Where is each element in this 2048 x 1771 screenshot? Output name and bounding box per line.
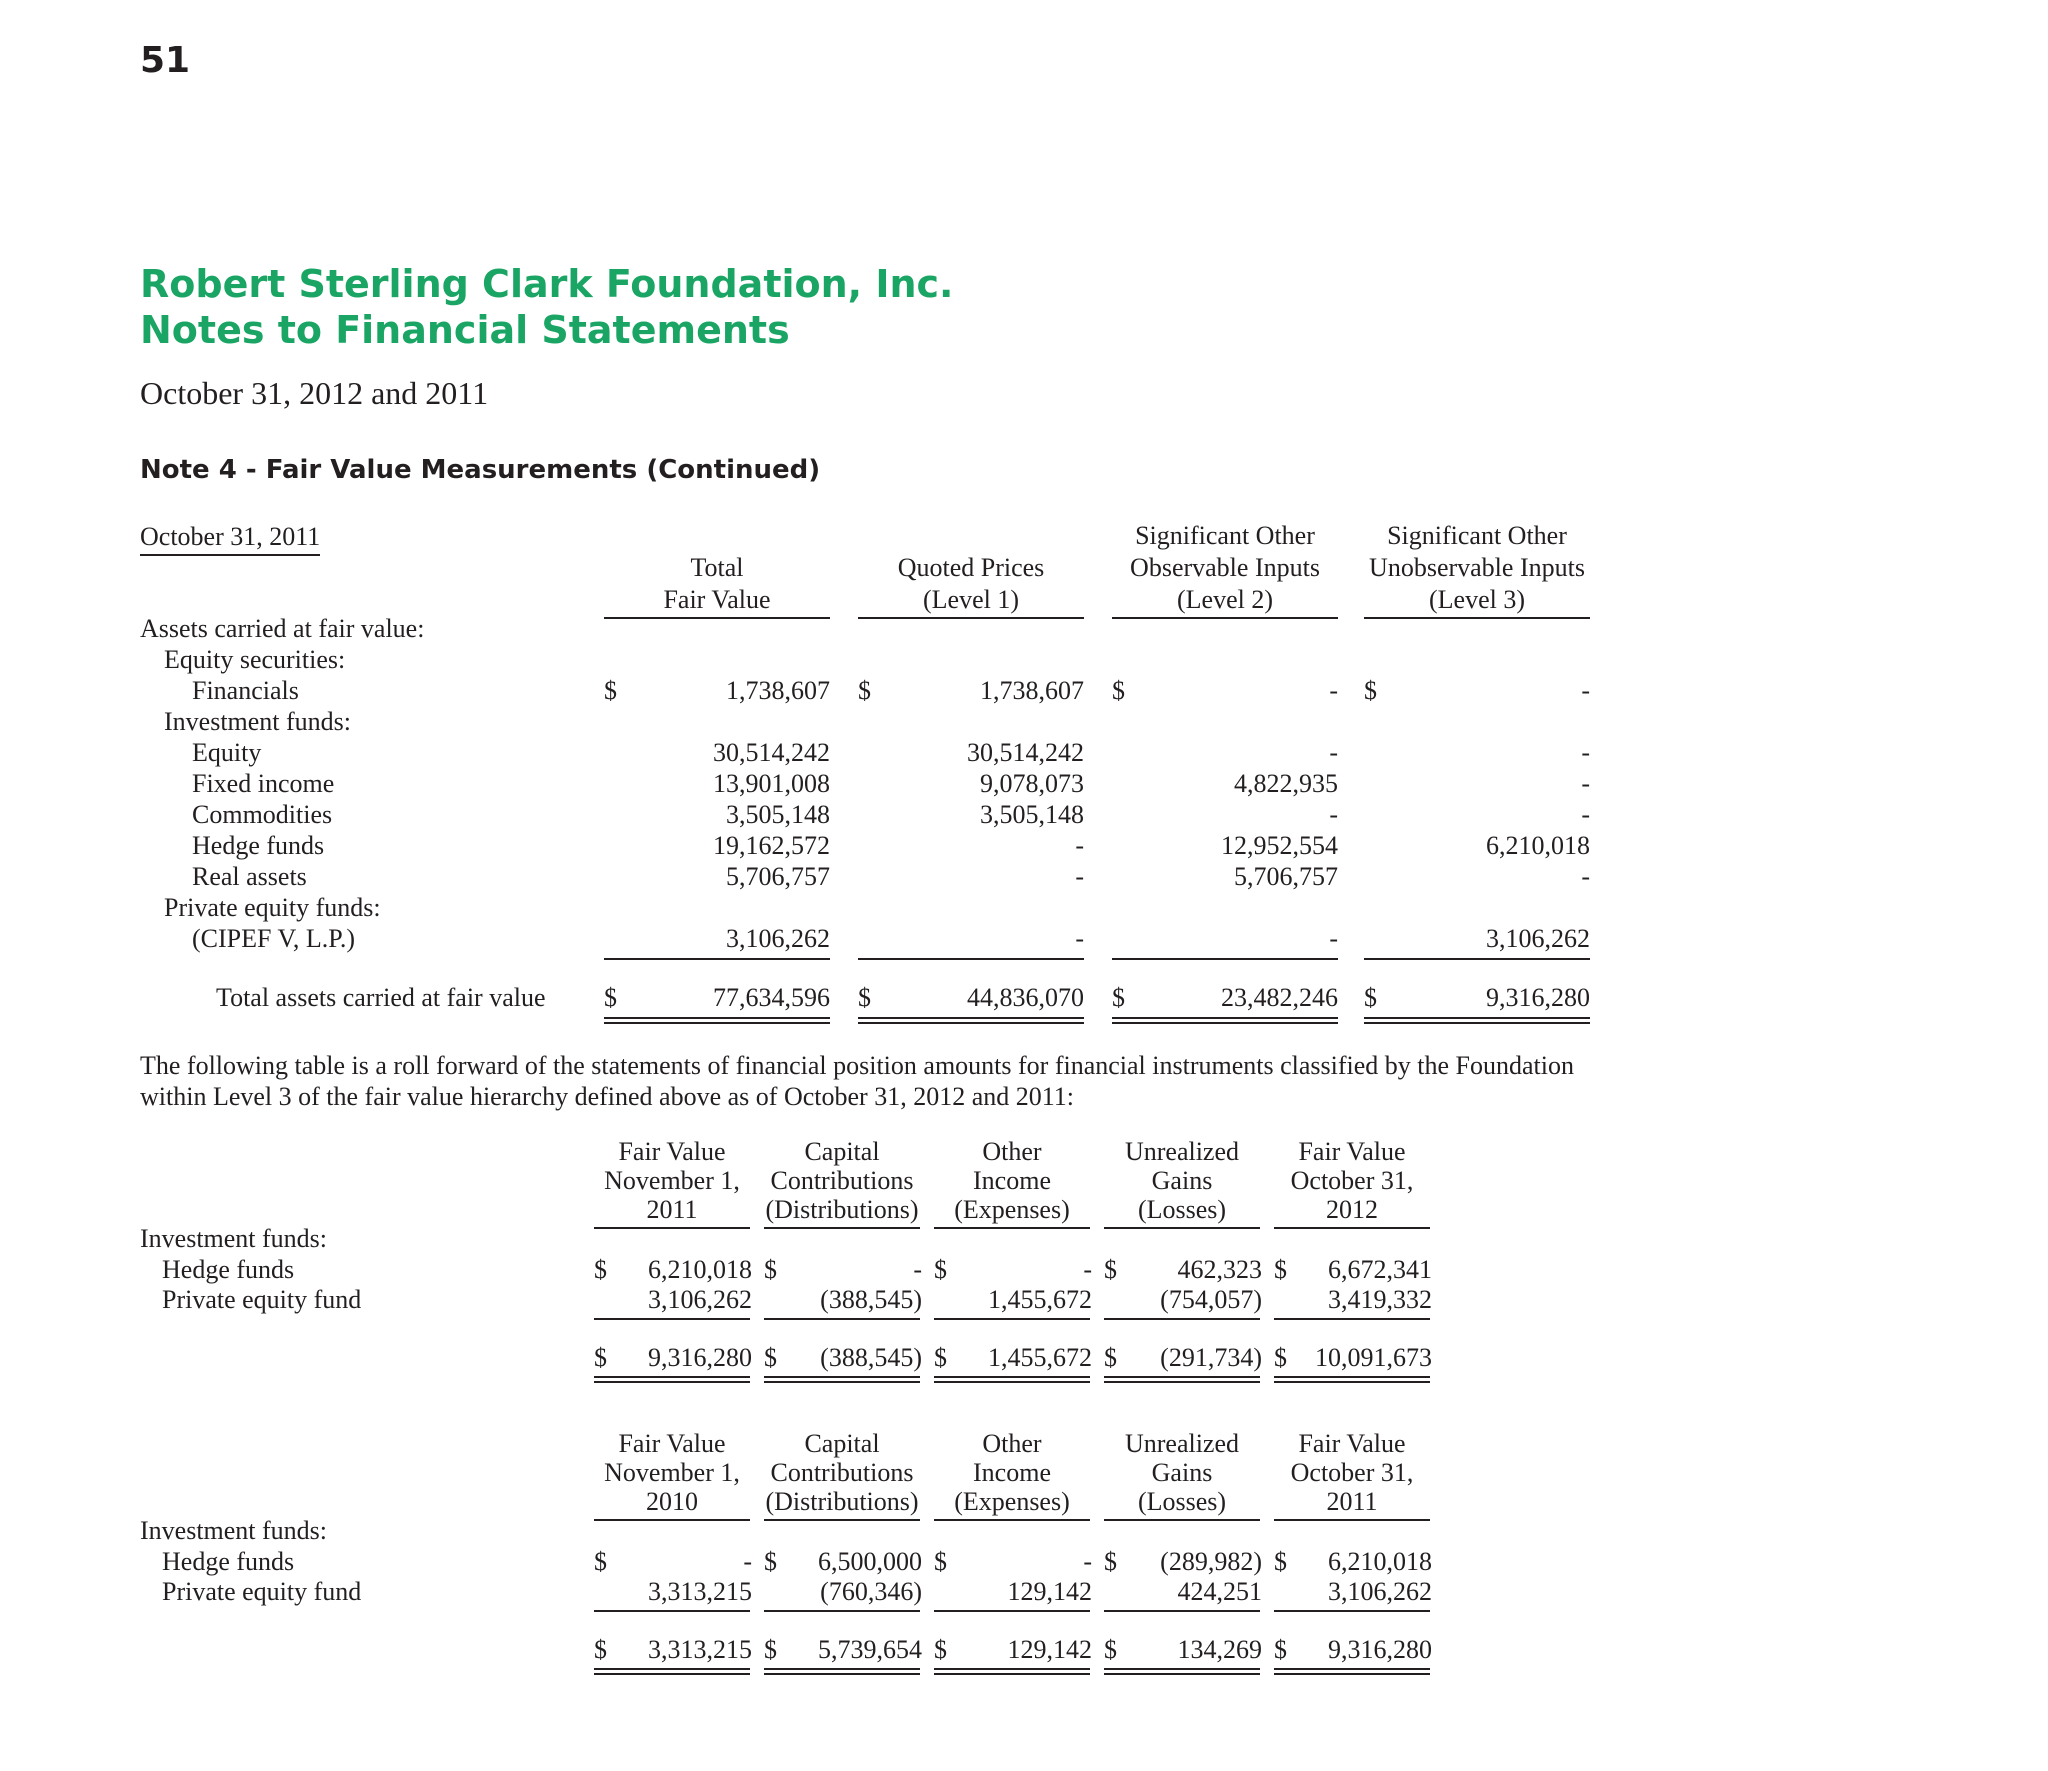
column-header: Capital (804, 1137, 880, 1166)
page-number: 51 (140, 40, 191, 81)
column-header: November 1, (604, 1166, 740, 1195)
currency-symbol: $ (1274, 1255, 1287, 1284)
currency-symbol: $ (858, 983, 871, 1012)
currency-symbol: $ (764, 1635, 777, 1664)
subtotal-rule (858, 958, 1084, 960)
column-header: Contributions (770, 1458, 914, 1487)
header-underline (1274, 1227, 1430, 1229)
total-cell: 77,634,596 (713, 983, 830, 1012)
table-cell: 6,210,018 (648, 1255, 752, 1284)
table-cell: 1,738,607 (980, 676, 1084, 705)
column-header: 2012 (1326, 1195, 1378, 1224)
table-cell: 6,500,000 (818, 1547, 922, 1576)
statement-date: October 31, 2012 and 2011 (140, 375, 489, 411)
total-double-rule (594, 1376, 750, 1383)
total-double-rule (1274, 1668, 1430, 1675)
subtotal-rule (934, 1610, 1090, 1612)
header-underline (594, 1519, 750, 1521)
total-double-rule (1104, 1376, 1260, 1383)
table-cell: 1,738,607 (726, 676, 830, 705)
column-header: Fair Value (618, 1137, 726, 1166)
column-header: Significant Other (1387, 521, 1567, 550)
column-header: 2011 (646, 1195, 698, 1224)
table-cell: 6,210,018 (1486, 831, 1590, 860)
currency-symbol: $ (594, 1343, 607, 1372)
header-underline (594, 1227, 750, 1229)
table-cell: - (1581, 676, 1590, 705)
row-label: Hedge funds (162, 1255, 295, 1284)
total-double-rule (1274, 1376, 1430, 1383)
total-cell: 23,482,246 (1221, 983, 1338, 1012)
header-underline (934, 1519, 1090, 1521)
currency-symbol: $ (764, 1547, 777, 1576)
total-double-rule (1104, 1668, 1260, 1675)
table-cell: - (743, 1547, 752, 1576)
table-cell: (388,545) (820, 1285, 922, 1314)
table-cell: - (1329, 800, 1338, 829)
total-double-rule (934, 1376, 1090, 1383)
column-header: Other (982, 1429, 1042, 1458)
table-cell: - (913, 1255, 922, 1284)
table-cell: 3,106,262 (1328, 1577, 1432, 1606)
subtotal-rule (1104, 1318, 1260, 1320)
row-label: Fixed income (192, 769, 335, 798)
header-underline (1104, 1519, 1260, 1521)
currency-symbol: $ (1274, 1547, 1287, 1576)
group-label: Private equity funds: (164, 893, 381, 922)
currency-symbol: $ (764, 1255, 777, 1284)
table-cell: - (1075, 831, 1084, 860)
subtotal-rule (764, 1610, 920, 1612)
table-date-label: October 31, 2011 (140, 521, 320, 556)
currency-symbol: $ (604, 676, 617, 705)
note-heading: Note 4 - Fair Value Measurements (Continued) (140, 455, 821, 485)
column-header: Fair Value (618, 1429, 726, 1458)
column-header: October 31, (1290, 1166, 1414, 1195)
currency-symbol: $ (934, 1255, 947, 1284)
table-cell: - (1581, 769, 1590, 798)
report-title: Robert Sterling Clark Foundation, Inc. (140, 262, 954, 306)
table-cell: - (1083, 1547, 1092, 1576)
currency-symbol: $ (1274, 1343, 1287, 1372)
currency-symbol: $ (594, 1255, 607, 1284)
table-cell: 6,210,018 (1328, 1547, 1432, 1576)
column-header: Unobservable Inputs (1369, 553, 1585, 582)
table-cell: 3,313,215 (648, 1577, 752, 1606)
header-underline (1364, 617, 1590, 619)
roll-forward-paragraph: The following table is a roll forward of the statements of financial position amounts for financial instruments classified by the Foundation within Level 3 of the fair value hierarchy defined above as of October 31, 2012 and 2011: (140, 1051, 1574, 1111)
header-underline (764, 1227, 920, 1229)
table-cell: - (1329, 924, 1338, 953)
currency-symbol: $ (1104, 1255, 1117, 1284)
column-header: (Level 3) (1428, 585, 1525, 614)
report-subtitle: Notes to Financial Statements (140, 308, 790, 352)
total-cell: 9,316,280 (648, 1343, 752, 1372)
column-header: Fair Value (1298, 1429, 1406, 1458)
subtotal-rule (1104, 1610, 1260, 1612)
total-double-rule (764, 1376, 920, 1383)
subtotal-rule (934, 1318, 1090, 1320)
subtotal-rule (1364, 958, 1590, 960)
table-cell: 19,162,572 (713, 831, 830, 860)
column-header: (Distributions) (765, 1487, 919, 1516)
table-cell: 5,706,757 (726, 862, 830, 891)
table-cell: - (1075, 862, 1084, 891)
total-double-rule (1364, 1017, 1590, 1024)
column-header: Significant Other (1135, 521, 1315, 550)
total-cell: 1,455,672 (988, 1343, 1092, 1372)
column-header: Fair Value (663, 585, 771, 614)
row-label: Commodities (192, 800, 333, 829)
section-label: Assets carried at fair value: (140, 614, 425, 643)
table-cell: 30,514,242 (713, 738, 830, 767)
table-cell: - (1329, 676, 1338, 705)
table-cell: 9,078,073 (980, 769, 1084, 798)
currency-symbol: $ (934, 1635, 947, 1664)
row-label: Private equity fund (162, 1577, 362, 1606)
currency-symbol: $ (858, 676, 871, 705)
table-cell: 5,706,757 (1234, 862, 1338, 891)
currency-symbol: $ (1112, 983, 1125, 1012)
column-header: October 31, (1290, 1458, 1414, 1487)
table-cell: - (1581, 738, 1590, 767)
header-underline (934, 1227, 1090, 1229)
row-label: Financials (192, 676, 299, 705)
currency-symbol: $ (1104, 1343, 1117, 1372)
table-cell: (760,346) (820, 1577, 922, 1606)
table-cell: (754,057) (1160, 1285, 1262, 1314)
table-cell: - (1581, 800, 1590, 829)
table-cell: (289,982) (1160, 1547, 1262, 1576)
total-cell: (291,734) (1160, 1343, 1262, 1372)
column-header: 2010 (646, 1487, 698, 1516)
table-cell: 462,323 (1177, 1255, 1262, 1284)
subtotal-rule (604, 958, 830, 960)
total-double-rule (604, 1017, 830, 1024)
total-cell: 134,269 (1177, 1635, 1262, 1664)
currency-symbol: $ (594, 1635, 607, 1664)
column-header: (Expenses) (954, 1487, 1070, 1516)
column-header: Capital (804, 1429, 880, 1458)
total-label: Total assets carried at fair value (216, 983, 546, 1012)
total-cell: (388,545) (820, 1343, 922, 1372)
header-underline (604, 617, 830, 619)
table-cell: 424,251 (1177, 1577, 1262, 1606)
total-cell: 129,142 (1007, 1635, 1092, 1664)
row-label: (CIPEF V, L.P.) (192, 924, 356, 953)
currency-symbol: $ (604, 983, 617, 1012)
total-double-rule (934, 1668, 1090, 1675)
currency-symbol: $ (1104, 1547, 1117, 1576)
column-header: Gains (1151, 1458, 1213, 1487)
table-cell: 12,952,554 (1221, 831, 1338, 860)
subtotal-rule (594, 1318, 750, 1320)
column-header: (Losses) (1137, 1487, 1227, 1516)
subtotal-rule (1274, 1318, 1430, 1320)
table-cell: 3,505,148 (726, 800, 830, 829)
table-cell: - (1329, 738, 1338, 767)
currency-symbol: $ (594, 1547, 607, 1576)
column-header: (Distributions) (765, 1195, 919, 1224)
column-header: Total (690, 553, 744, 582)
column-header: November 1, (604, 1458, 740, 1487)
header-underline (1112, 617, 1338, 619)
total-double-rule (594, 1668, 750, 1675)
column-header: Observable Inputs (1130, 553, 1320, 582)
currency-symbol: $ (1112, 676, 1125, 705)
total-cell: 44,836,070 (967, 983, 1084, 1012)
currency-symbol: $ (934, 1547, 947, 1576)
total-cell: 3,313,215 (648, 1635, 752, 1664)
row-label: Real assets (192, 862, 307, 891)
total-double-rule (764, 1668, 920, 1675)
header-underline (1274, 1519, 1430, 1521)
table-cell: 3,106,262 (726, 924, 830, 953)
group-label: Investment funds: (164, 707, 352, 736)
column-header: Contributions (770, 1166, 914, 1195)
table-cell: 3,505,148 (980, 800, 1084, 829)
row-label: Hedge funds (192, 831, 325, 860)
column-header: (Expenses) (954, 1195, 1070, 1224)
group-label: Investment funds: (140, 1516, 328, 1545)
table-cell: 3,419,332 (1328, 1285, 1432, 1314)
column-header: Gains (1151, 1166, 1213, 1195)
total-cell: 9,316,280 (1328, 1635, 1432, 1664)
column-header: (Level 1) (922, 585, 1019, 614)
subtotal-rule (764, 1318, 920, 1320)
total-cell: 10,091,673 (1315, 1343, 1432, 1372)
header-underline (1104, 1227, 1260, 1229)
column-header: Unrealized (1124, 1429, 1240, 1458)
total-double-rule (1112, 1017, 1338, 1024)
currency-symbol: $ (1274, 1635, 1287, 1664)
group-label: Investment funds: (140, 1224, 328, 1253)
currency-symbol: $ (1364, 983, 1377, 1012)
table-cell: 6,672,341 (1328, 1255, 1432, 1284)
column-header: Unrealized (1124, 1137, 1240, 1166)
subtotal-rule (594, 1610, 750, 1612)
table-cell: - (1083, 1255, 1092, 1284)
group-label: Equity securities: (164, 645, 346, 674)
column-header: Other (982, 1137, 1042, 1166)
table-cell: 3,106,262 (648, 1285, 752, 1314)
row-label: Private equity fund (162, 1285, 362, 1314)
row-label: Hedge funds (162, 1547, 295, 1576)
table-cell: 13,901,008 (713, 769, 830, 798)
row-label: Equity (192, 738, 262, 767)
column-header: Income (973, 1458, 1051, 1487)
currency-symbol: $ (764, 1343, 777, 1372)
table-cell: - (1581, 862, 1590, 891)
total-cell: 9,316,280 (1486, 983, 1590, 1012)
currency-symbol: $ (1104, 1635, 1117, 1664)
currency-symbol: $ (934, 1343, 947, 1372)
table-cell: - (1075, 924, 1084, 953)
header-underline (858, 617, 1084, 619)
header-underline (764, 1519, 920, 1521)
column-header: (Losses) (1137, 1195, 1227, 1224)
column-header: (Level 2) (1176, 585, 1273, 614)
table-cell: 1,455,672 (988, 1285, 1092, 1314)
table-cell: 30,514,242 (967, 738, 1084, 767)
total-double-rule (858, 1017, 1084, 1024)
column-header: Quoted Prices (897, 553, 1045, 582)
column-header: Income (973, 1166, 1051, 1195)
subtotal-rule (1274, 1610, 1430, 1612)
currency-symbol: $ (1364, 676, 1377, 705)
column-header: Fair Value (1298, 1137, 1406, 1166)
column-header: 2011 (1326, 1487, 1378, 1516)
table-cell: 4,822,935 (1234, 769, 1338, 798)
table-cell: 129,142 (1007, 1577, 1092, 1606)
subtotal-rule (1112, 958, 1338, 960)
table-cell: 3,106,262 (1486, 924, 1590, 953)
total-cell: 5,739,654 (818, 1635, 922, 1664)
